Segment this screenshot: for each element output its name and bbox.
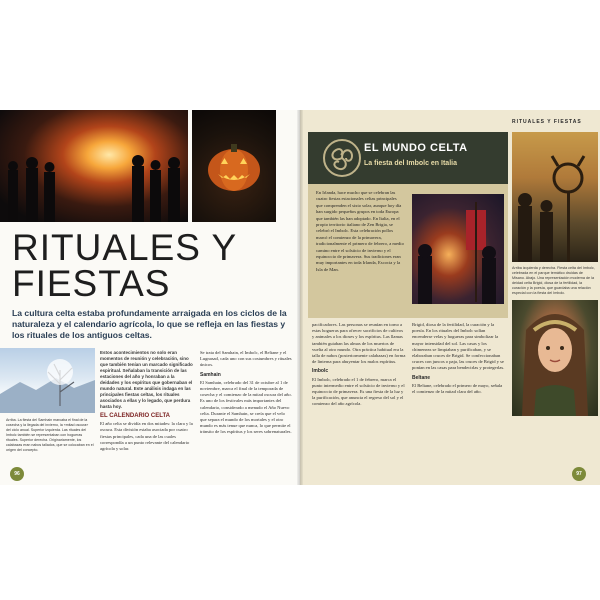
page-number-right: 97	[572, 467, 586, 481]
pumpkin-photo	[192, 110, 276, 222]
imbolc-fire-photo	[412, 194, 504, 304]
winter-tree-photo	[0, 348, 95, 413]
subhead-imbolc: Imbolc	[312, 368, 329, 375]
right-column-b	[412, 322, 506, 395]
celtic-triskele-icon	[322, 138, 362, 178]
left-page	[0, 110, 300, 485]
subhead-beltane: Beltane	[412, 374, 431, 381]
book-spread	[0, 110, 600, 485]
jack-o-lantern-icon	[206, 138, 262, 194]
samhain-paragraph: El Samhain, celebrado del 31 de octubre al 1 de noviembre, marca el final de la temporada de cosecha y el comienzo de la mitad oscura del año. Es uno de los festivales más importantes del calendario, considerado a menudo el Año Nuevo celta. Durante el Samhain, se creía que el velo que separa el mundo de los mortales y el otro mundo es más tenue que nunca, lo que permite el tránsito de los espíritus y los seres sobrenaturales.	[200, 379, 292, 435]
imbolc-paragraph: El Imbolc, celebrado el 1 de febrero, marca el punto intermedio entre el solsticio de invierno y el equinoccio de primavera. Es una fiesta de la luz y la purificación, que anuncia el regreso del sol y el comienzo del año agrícola.	[312, 376, 405, 407]
title-line-1: RITUALES Y	[12, 227, 238, 268]
sidebar-box-header	[308, 132, 508, 184]
bonfire-paragraph: pacificadores. Las personas se reunían en torno a estas hogueras para ofrecer sacrificios de cultivos y animales a los dioses y los espíritus. Las llamas también guiaban las almas de los muertos de vuelta al otro mundo. Otra práctica habitual era la talla de nabos (posteriormente calabazas) en forma de linterna para ahuyentar los malos espíritus.	[312, 322, 406, 365]
sidebar-subtitle: La fiesta del Imbolc en Italia	[364, 160, 457, 167]
intro-paragraph: Estos acontecimientos no solo eran momentos de reunión y celebración, sino que también tenían un marcado significado espiritual. Señalaban la transición de las estaciones del año y honraban a la deidades y los espíritus que gobernaban el mundo natural. Este análisis indaga en las principales fiestas celtas, los rituales asociados a ellas y lo legado, que perdura hasta hoy.	[100, 350, 193, 409]
right-page	[300, 110, 600, 485]
calendar-paragraph: El año celta se dividía en dos mitades: la clara y la oscura. Esta división estaba asociada por cuatro fiestas principales, cada una de las cuales correspondía a un punto relevante del calendario agrícola y solar.	[100, 421, 193, 452]
left-column-middle	[100, 350, 194, 455]
beltane-paragraph: El Beltane, celebrado el primero de mayo, señala el comienzo de la mitad clara del año.	[412, 382, 503, 395]
winter-caption: Arriba. La fiesta del Samhain marcaba el final de la cosecha y la llegada del invierno, la «mitad oscura» del ciclo anual. Superior izquierda. Las rituales del Imbolc también se representaban con hogueras rituales. Superior derecha. Originariamente, los calabazas eran nabos tallados, que se colocaban en el origen del concepto.	[6, 418, 94, 452]
title-line-2: FIESTAS	[12, 263, 171, 304]
goddess-brigid-photo	[512, 300, 598, 416]
page-title	[12, 227, 282, 304]
right-column-a	[312, 322, 406, 408]
book-gutter	[297, 110, 303, 485]
subhead-calendar: EL CALENDARIO CELTA	[100, 413, 170, 419]
subhead-samhain: Samhain	[200, 371, 221, 378]
ritual-photo	[512, 132, 598, 262]
running-head: RITUALES Y FIESTAS	[512, 119, 582, 125]
ritual-caption: Arriba izquierda y derecha. Fiesta celta del Imbolc, celebrada en el parque temático druidas de Misano. Abajo. Una representación moderna de la deidad celta Brigid, diosa de la fertilidad, la curación y la poesía, que guardaba una relación especial con la fiesta del Imbolc.	[512, 266, 595, 295]
page-number-left: 96	[10, 467, 24, 481]
bonfire-photo	[0, 110, 188, 222]
festivals-paragraph: Se trata del Samhain, el Imbolc, el Beltane y el Lugnasad, cada uno con sus costumbres y rituales únicos.	[200, 350, 292, 368]
lead-paragraph: La cultura celta estaba profundamente arraigada en los ciclos de la naturaleza y el calendario agrícola, lo que se refleja en las fiestas y los rituales de los antiguos celtas.	[12, 308, 287, 340]
sidebar-title: EL MUNDO CELTA	[364, 142, 468, 154]
left-column-right	[200, 350, 292, 439]
sidebar-text: En Irlanda, hace mucho que se celebran las cuatro fiestas estacionales celtas principales que comprenden el sixto solar, aunque hoy día han surgido pequeños grupos en toda Europa que también las han adoptado. En Italia, en el propio territorio italiano de Zen Brigia, se celebró el Imbolc. Esta celebración pollos marcó el comienzo de la primavera, tradicionalmente el primero de febrero, a medio camino entre el solsticio de invierno y el equinoccio de primavera. Sus tradiciones eran muy importantes en toda Irlanda, Escocia y la Isla de Man.	[316, 190, 404, 272]
brigid-paragraph: Brigid, diosa de la fertilidad, la curación y la poesía. En los rituales del Imbolc solían encenderse velas y hogueras para simbolizar la mayor intensidad del sol. Las casas y los chimeneas se limpiaban y purificaban, y se elaboraban cruces de Brigid. Se confeccionaban cruces con juncos o paja, las cruces de Brigid y se ponían en las casas para bendecirlas y protegerlas.	[412, 322, 505, 371]
